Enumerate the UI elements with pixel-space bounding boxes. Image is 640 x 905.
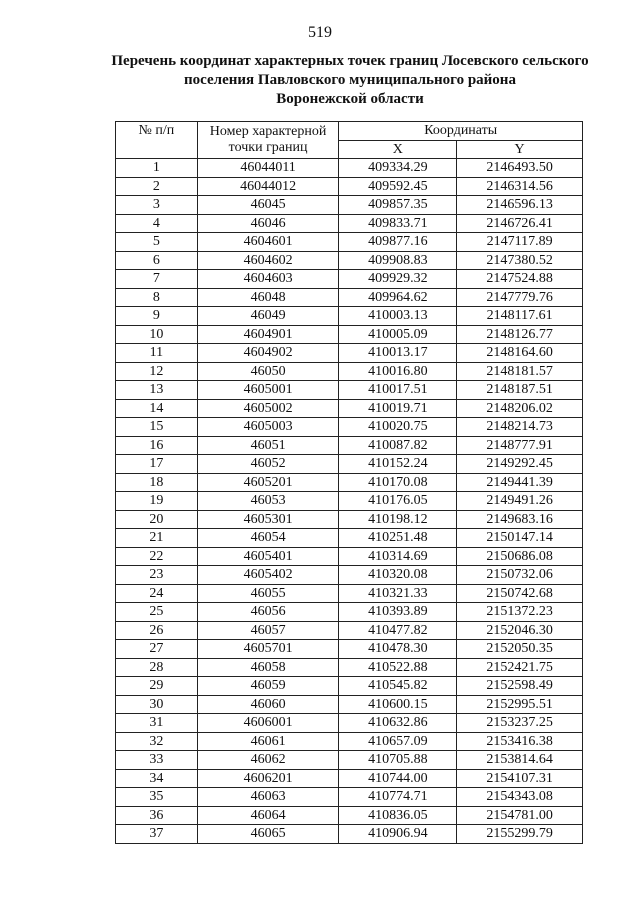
x-coordinate: 409929.32 — [339, 270, 457, 289]
table-row — [116, 529, 583, 548]
row-index: 16 — [116, 436, 198, 455]
x-coordinate: 409833.71 — [339, 214, 457, 233]
row-index: 29 — [116, 677, 198, 696]
table-row — [116, 325, 583, 344]
row-index: 31 — [116, 714, 198, 733]
x-coordinate: 409908.83 — [339, 251, 457, 270]
point-number: 4604602 — [197, 251, 339, 270]
table-row — [116, 695, 583, 714]
table-row — [116, 177, 583, 196]
y-coordinate: 2147524.88 — [457, 270, 583, 289]
point-number: 4605201 — [197, 473, 339, 492]
point-number: 46062 — [197, 751, 339, 770]
y-coordinate: 2155299.79 — [457, 825, 583, 844]
table-row — [116, 510, 583, 529]
row-index: 27 — [116, 640, 198, 659]
point-number: 4605401 — [197, 547, 339, 566]
x-coordinate: 410198.12 — [339, 510, 457, 529]
point-number: 4605402 — [197, 566, 339, 585]
coordinates-table — [115, 121, 583, 844]
y-coordinate: 2152995.51 — [457, 695, 583, 714]
y-coordinate: 2148117.61 — [457, 307, 583, 326]
row-index: 2 — [116, 177, 198, 196]
table-row — [116, 270, 583, 289]
row-index: 32 — [116, 732, 198, 751]
row-index: 11 — [116, 344, 198, 363]
point-number: 4604601 — [197, 233, 339, 252]
row-index: 35 — [116, 788, 198, 807]
x-coordinate: 410522.88 — [339, 658, 457, 677]
y-coordinate: 2152050.35 — [457, 640, 583, 659]
table-row — [116, 455, 583, 474]
table-row — [116, 196, 583, 215]
point-number: 46057 — [197, 621, 339, 640]
table-row — [116, 399, 583, 418]
table-row — [116, 806, 583, 825]
x-coordinate: 410152.24 — [339, 455, 457, 474]
y-coordinate: 2154343.08 — [457, 788, 583, 807]
page-number: 519 — [308, 24, 332, 41]
x-coordinate: 410087.82 — [339, 436, 457, 455]
x-coordinate: 410017.51 — [339, 381, 457, 400]
x-coordinate: 410013.17 — [339, 344, 457, 363]
row-index: 9 — [116, 307, 198, 326]
point-number: 4605701 — [197, 640, 339, 659]
point-number: 46055 — [197, 584, 339, 603]
x-coordinate: 410774.71 — [339, 788, 457, 807]
point-number: 46059 — [197, 677, 339, 696]
row-index: 4 — [116, 214, 198, 233]
y-coordinate: 2147380.52 — [457, 251, 583, 270]
point-number: 46045 — [197, 196, 339, 215]
y-coordinate: 2152421.75 — [457, 658, 583, 677]
x-coordinate: 410477.82 — [339, 621, 457, 640]
table-row — [116, 381, 583, 400]
x-coordinate: 410657.09 — [339, 732, 457, 751]
x-coordinate: 410906.94 — [339, 825, 457, 844]
row-index: 15 — [116, 418, 198, 437]
point-number: 46052 — [197, 455, 339, 474]
point-number: 46054 — [197, 529, 339, 548]
row-index: 22 — [116, 547, 198, 566]
y-coordinate: 2152598.49 — [457, 677, 583, 696]
row-index: 25 — [116, 603, 198, 622]
table-row — [116, 547, 583, 566]
point-number: 4604901 — [197, 325, 339, 344]
row-index: 21 — [116, 529, 198, 548]
row-index: 14 — [116, 399, 198, 418]
row-index: 12 — [116, 362, 198, 381]
y-coordinate: 2148214.73 — [457, 418, 583, 437]
y-coordinate: 2148187.51 — [457, 381, 583, 400]
y-coordinate: 2154107.31 — [457, 769, 583, 788]
y-coordinate: 2150147.14 — [457, 529, 583, 548]
table-row — [116, 621, 583, 640]
table-row — [116, 769, 583, 788]
document-title — [100, 52, 600, 109]
y-coordinate: 2150686.08 — [457, 547, 583, 566]
row-index: 6 — [116, 251, 198, 270]
point-number: 4605001 — [197, 381, 339, 400]
point-number: 46063 — [197, 788, 339, 807]
x-coordinate: 410545.82 — [339, 677, 457, 696]
x-coordinate: 409964.62 — [339, 288, 457, 307]
y-coordinate: 2149683.16 — [457, 510, 583, 529]
table-body — [116, 159, 583, 844]
table-row — [116, 233, 583, 252]
header-point-number: Номер характерной точки границ — [197, 122, 339, 159]
y-coordinate: 2154781.00 — [457, 806, 583, 825]
header-y: Y — [457, 140, 583, 159]
x-coordinate: 410393.89 — [339, 603, 457, 622]
row-index: 36 — [116, 806, 198, 825]
table-row — [116, 788, 583, 807]
title-line: Воронежской области — [276, 91, 424, 107]
point-number: 4604902 — [197, 344, 339, 363]
point-number: 46058 — [197, 658, 339, 677]
x-coordinate: 410320.08 — [339, 566, 457, 585]
x-coordinate: 410321.33 — [339, 584, 457, 603]
x-coordinate: 410005.09 — [339, 325, 457, 344]
point-number: 46051 — [197, 436, 339, 455]
title-line: Перечень координат характерных точек границ Лосевского сельского — [111, 53, 589, 69]
x-coordinate: 410016.80 — [339, 362, 457, 381]
row-index: 1 — [116, 159, 198, 178]
table-row — [116, 362, 583, 381]
table-row — [116, 251, 583, 270]
y-coordinate: 2152046.30 — [457, 621, 583, 640]
x-coordinate: 410176.05 — [339, 492, 457, 511]
y-coordinate: 2146726.41 — [457, 214, 583, 233]
point-number: 46044012 — [197, 177, 339, 196]
row-index: 18 — [116, 473, 198, 492]
table-row — [116, 214, 583, 233]
row-index: 5 — [116, 233, 198, 252]
y-coordinate: 2149292.45 — [457, 455, 583, 474]
y-coordinate: 2153416.38 — [457, 732, 583, 751]
table-row — [116, 640, 583, 659]
row-index: 7 — [116, 270, 198, 289]
table-row — [116, 418, 583, 437]
point-number: 46044011 — [197, 159, 339, 178]
y-coordinate: 2149491.26 — [457, 492, 583, 511]
table-row — [116, 584, 583, 603]
x-coordinate: 410003.13 — [339, 307, 457, 326]
row-index: 24 — [116, 584, 198, 603]
row-index: 28 — [116, 658, 198, 677]
y-coordinate: 2148181.57 — [457, 362, 583, 381]
point-number: 4605003 — [197, 418, 339, 437]
y-coordinate: 2148777.91 — [457, 436, 583, 455]
point-number: 4605301 — [197, 510, 339, 529]
x-coordinate: 410314.69 — [339, 547, 457, 566]
x-coordinate: 409857.35 — [339, 196, 457, 215]
table-row — [116, 492, 583, 511]
table-row — [116, 344, 583, 363]
y-coordinate: 2153237.25 — [457, 714, 583, 733]
row-index: 19 — [116, 492, 198, 511]
point-number: 46060 — [197, 695, 339, 714]
table-row — [116, 751, 583, 770]
title-line: поселения Павловского муниципального района — [184, 72, 516, 88]
row-index: 34 — [116, 769, 198, 788]
y-coordinate: 2151372.23 — [457, 603, 583, 622]
x-coordinate: 410170.08 — [339, 473, 457, 492]
point-number: 46049 — [197, 307, 339, 326]
point-number: 4606201 — [197, 769, 339, 788]
row-index: 30 — [116, 695, 198, 714]
row-index: 23 — [116, 566, 198, 585]
y-coordinate: 2148164.60 — [457, 344, 583, 363]
header-x: X — [339, 140, 457, 159]
y-coordinate: 2147117.89 — [457, 233, 583, 252]
row-index: 8 — [116, 288, 198, 307]
x-coordinate: 410836.05 — [339, 806, 457, 825]
row-index: 3 — [116, 196, 198, 215]
y-coordinate: 2149441.39 — [457, 473, 583, 492]
header-coordinates: Координаты — [339, 122, 583, 141]
y-coordinate: 2146493.50 — [457, 159, 583, 178]
y-coordinate: 2150732.06 — [457, 566, 583, 585]
x-coordinate: 409334.29 — [339, 159, 457, 178]
point-number: 46065 — [197, 825, 339, 844]
point-number: 46064 — [197, 806, 339, 825]
point-number: 4604603 — [197, 270, 339, 289]
table-row — [116, 436, 583, 455]
table-row — [116, 566, 583, 585]
row-index: 10 — [116, 325, 198, 344]
table-row — [116, 732, 583, 751]
x-coordinate: 409592.45 — [339, 177, 457, 196]
point-number: 46061 — [197, 732, 339, 751]
x-coordinate: 410705.88 — [339, 751, 457, 770]
y-coordinate: 2146314.56 — [457, 177, 583, 196]
x-coordinate: 410019.71 — [339, 399, 457, 418]
y-coordinate: 2147779.76 — [457, 288, 583, 307]
y-coordinate: 2150742.68 — [457, 584, 583, 603]
y-coordinate: 2153814.64 — [457, 751, 583, 770]
x-coordinate: 410020.75 — [339, 418, 457, 437]
y-coordinate: 2146596.13 — [457, 196, 583, 215]
point-number: 46053 — [197, 492, 339, 511]
row-index: 20 — [116, 510, 198, 529]
table-row — [116, 307, 583, 326]
row-index: 33 — [116, 751, 198, 770]
row-index: 37 — [116, 825, 198, 844]
point-number: 46046 — [197, 214, 339, 233]
point-number: 46048 — [197, 288, 339, 307]
table-row — [116, 603, 583, 622]
point-number: 4606001 — [197, 714, 339, 733]
table-row — [116, 714, 583, 733]
table-row — [116, 658, 583, 677]
row-index: 13 — [116, 381, 198, 400]
y-coordinate: 2148126.77 — [457, 325, 583, 344]
header-index: № п/п — [116, 122, 198, 159]
x-coordinate: 410478.30 — [339, 640, 457, 659]
row-index: 26 — [116, 621, 198, 640]
table-row — [116, 288, 583, 307]
table-row — [116, 677, 583, 696]
table-row — [116, 473, 583, 492]
y-coordinate: 2148206.02 — [457, 399, 583, 418]
x-coordinate: 410600.15 — [339, 695, 457, 714]
table-row — [116, 159, 583, 178]
row-index: 17 — [116, 455, 198, 474]
x-coordinate: 410632.86 — [339, 714, 457, 733]
x-coordinate: 410744.00 — [339, 769, 457, 788]
point-number: 4605002 — [197, 399, 339, 418]
point-number: 46050 — [197, 362, 339, 381]
table-row — [116, 825, 583, 844]
point-number: 46056 — [197, 603, 339, 622]
x-coordinate: 409877.16 — [339, 233, 457, 252]
x-coordinate: 410251.48 — [339, 529, 457, 548]
